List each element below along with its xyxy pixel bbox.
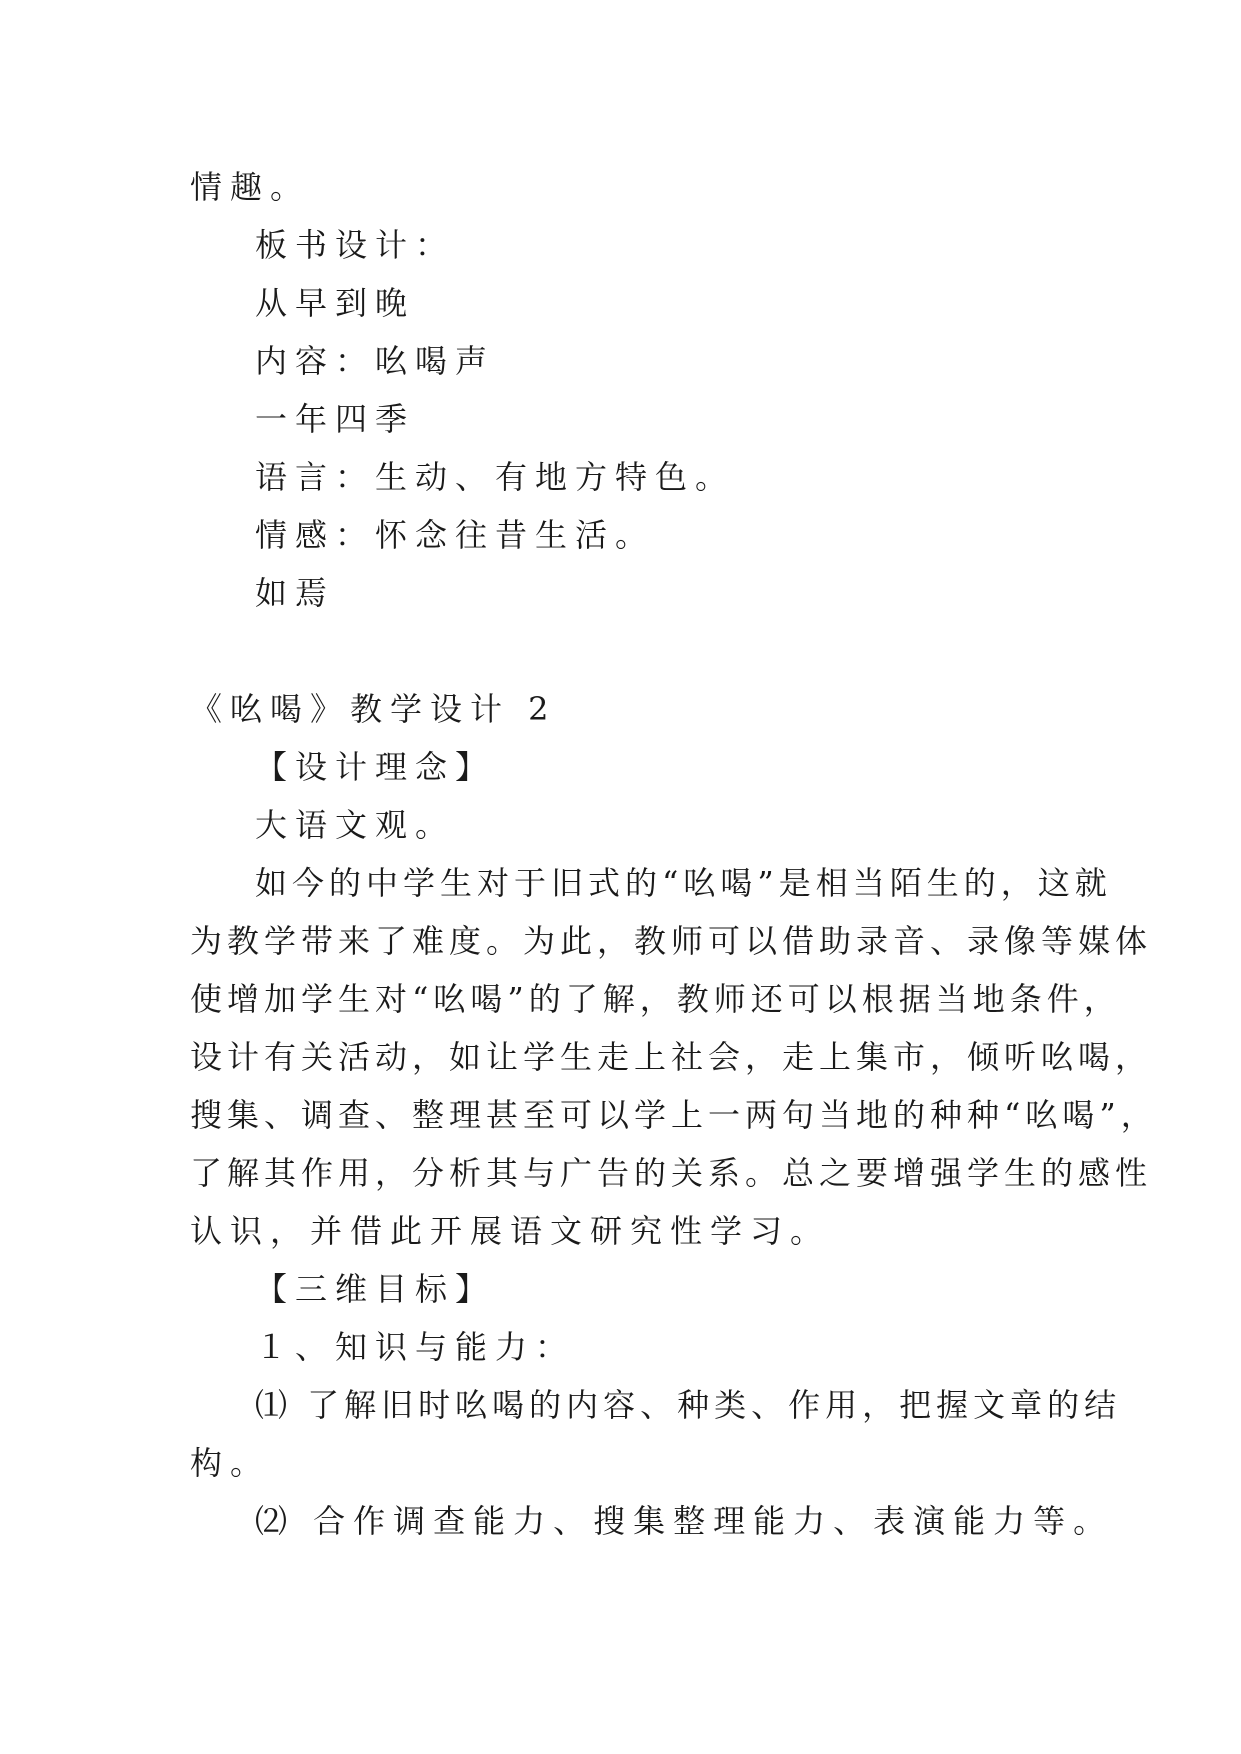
paragraph-line: 了解其作用，分析其与广告的关系。总之要增强学生的感性	[190, 1154, 1153, 1192]
board-design-heading: 板书设计：	[255, 226, 456, 264]
text-line: 一年四季	[255, 400, 416, 438]
paragraph-line: 设计有关活动，如让学生走上社会，走上集市，倾听吆喝，	[190, 1038, 1153, 1076]
paragraph-line: 如今的中学生对于旧式的“吆喝”是相当陌生的，这就	[255, 864, 1112, 902]
design-concept-heading: 【设计理念】	[255, 748, 496, 786]
section-title: 《吆喝》教学设计 2	[190, 690, 557, 728]
paragraph-line: 构。	[190, 1444, 271, 1482]
text-line: 从早到晚	[255, 284, 416, 322]
paragraph-line: ⑴ 了解旧时吆喝的内容、种类、作用，把握文章的结	[255, 1386, 1122, 1424]
text-line: 情感：怀念往昔生活。	[255, 516, 656, 554]
text-line: 如焉	[255, 574, 336, 612]
text-line: 大语文观。	[255, 806, 456, 844]
paragraph-line: 使增加学生对“吆喝”的了解，教师还可以根据当地条件，	[190, 980, 1121, 1018]
three-dimensional-goals-heading: 【三维目标】	[255, 1270, 496, 1308]
text-line: ⑵ 合作调查能力、搜集整理能力、表演能力等。	[255, 1502, 1114, 1540]
text-line: １、知识与能力：	[255, 1328, 576, 1366]
paragraph-line: 搜集、调查、整理甚至可以学上一两句当地的种种“吆喝”，	[190, 1096, 1158, 1134]
text-line: 语言：生动、有地方特色。	[255, 458, 736, 496]
text-line: 内容：吆喝声	[255, 342, 496, 380]
paragraph-line: 认识，并借此开展语文研究性学习。	[190, 1212, 831, 1250]
paragraph-line: 为教学带来了难度。为此，教师可以借助录音、录像等媒体	[190, 922, 1153, 960]
text-line: 情趣。	[190, 168, 311, 206]
